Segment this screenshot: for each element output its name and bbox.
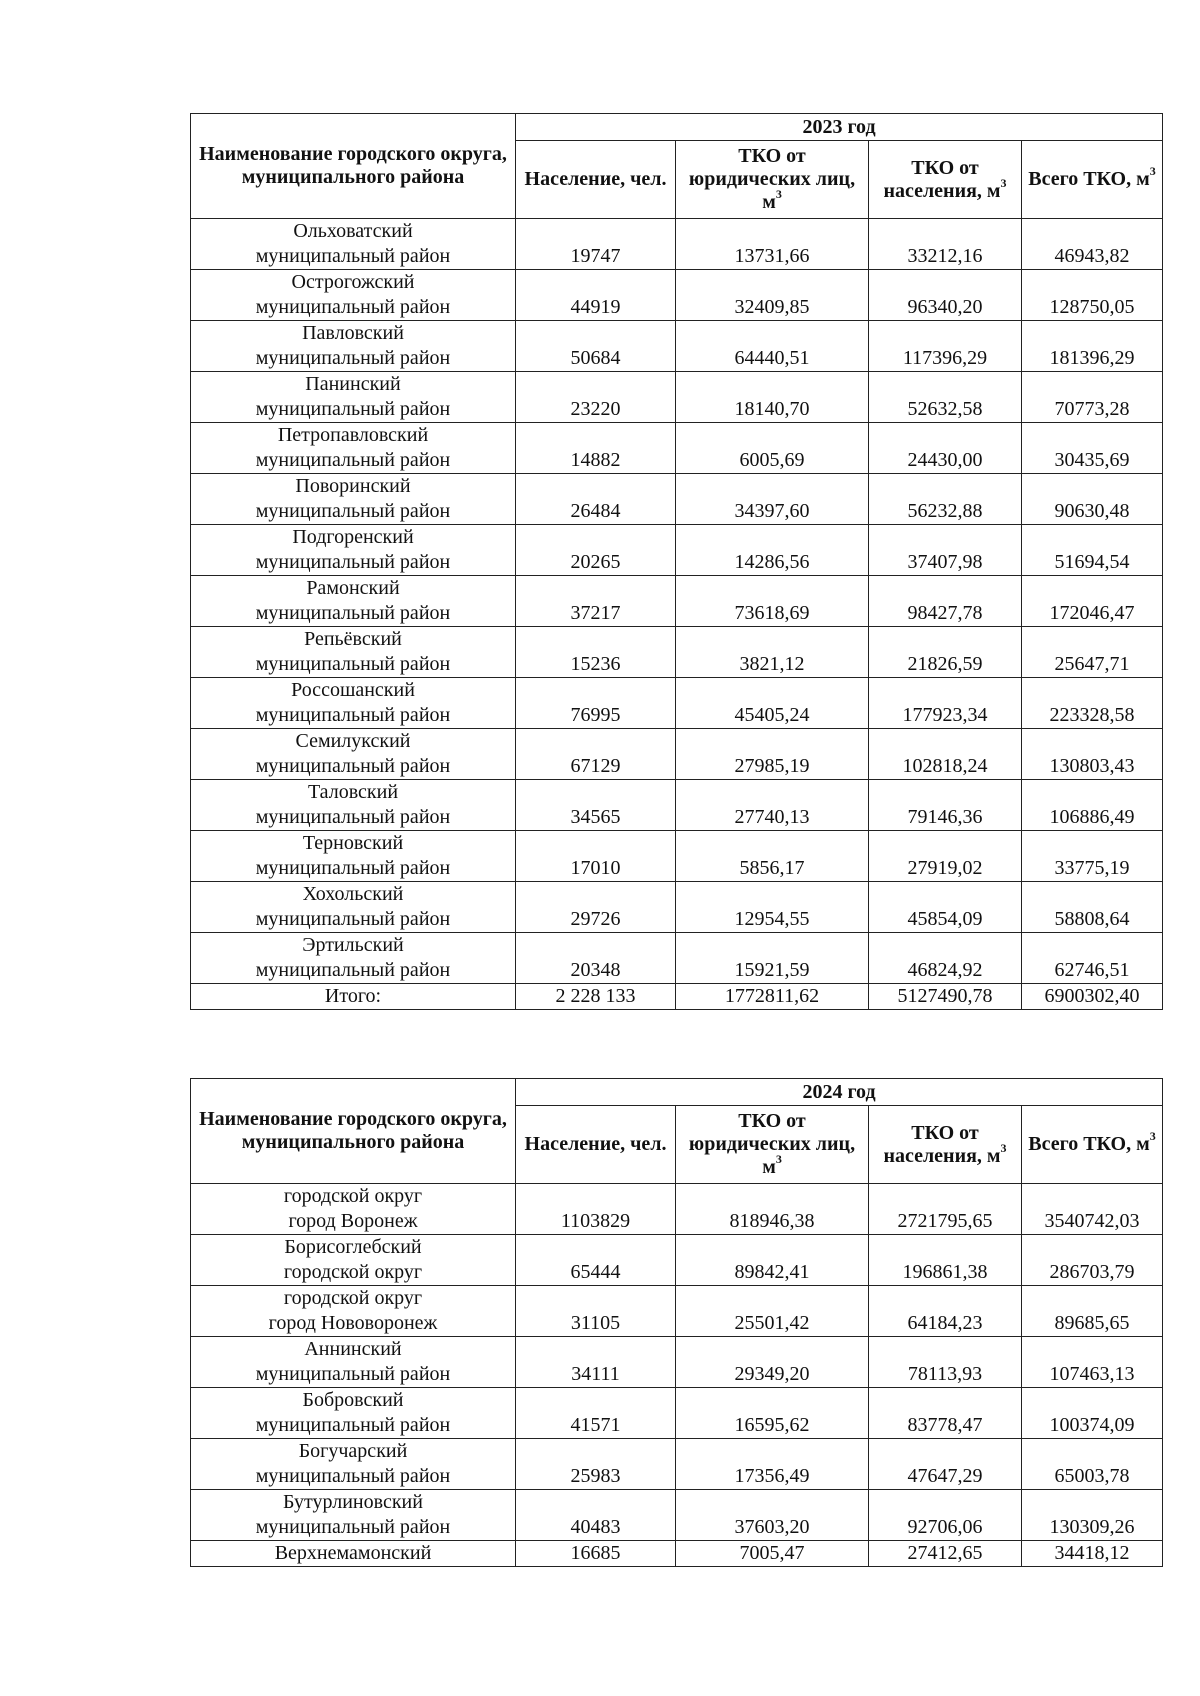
total-tko-total: 6900302,40 xyxy=(1022,984,1163,1010)
row-tko-legal: 37603,20 xyxy=(676,1490,869,1541)
row-tko-legal: 73618,69 xyxy=(676,576,869,627)
row-tko-legal: 5856,17 xyxy=(676,831,869,882)
header-name: Наименование городского округа, муниципального района xyxy=(191,1079,516,1184)
header-tko-population: ТКО от населения, $м^3$ xyxy=(869,1106,1022,1184)
header-population: Население, чел. xyxy=(516,1106,676,1184)
row-tko-legal: 34397,60 xyxy=(676,474,869,525)
total-tko-population: 5127490,78 xyxy=(869,984,1022,1010)
row-tko-legal: 64440,51 xyxy=(676,321,869,372)
row-name-line1: Репьёвский xyxy=(304,628,402,650)
row-tko-total: 70773,28 xyxy=(1022,372,1163,423)
row-tko-population: 27412,65 xyxy=(869,1541,1022,1567)
row-population: 23220 xyxy=(516,372,676,423)
row-tko-total: 30435,69 xyxy=(1022,423,1163,474)
table-row xyxy=(191,1388,1163,1439)
row-tko-total: 181396,29 xyxy=(1022,321,1163,372)
table-row xyxy=(191,831,1163,882)
row-tko-legal: 13731,66 xyxy=(676,219,869,270)
row-name-line1: Семилукский xyxy=(295,730,411,752)
row-name-line2: муниципальный район xyxy=(255,602,451,624)
row-name-line1: городской округ xyxy=(283,1287,423,1309)
row-tko-legal: 14286,56 xyxy=(676,525,869,576)
row-name xyxy=(191,525,516,576)
row-tko-legal: 27985,19 xyxy=(676,729,869,780)
row-name-line1: Терновский xyxy=(302,832,404,854)
row-tko-total: 90630,48 xyxy=(1022,474,1163,525)
header-tko-population: ТКО от населения, $м^3$ xyxy=(869,141,1022,219)
row-name-line1: Бобровский xyxy=(302,1389,404,1411)
row-name xyxy=(191,678,516,729)
table-row xyxy=(191,1286,1163,1337)
row-population: 37217 xyxy=(516,576,676,627)
row-name-line1: Таловский xyxy=(307,781,399,803)
table-row xyxy=(191,321,1163,372)
header-tko-legal: ТКО от юридических лиц, $м^3$ xyxy=(676,141,869,219)
row-name xyxy=(191,474,516,525)
row-name-line2: муниципальный район xyxy=(255,245,451,267)
row-name-line1: Ольховатский xyxy=(293,220,413,242)
row-tko-population: 47647,29 xyxy=(869,1439,1022,1490)
row-tko-total: 34418,12 xyxy=(1022,1541,1163,1567)
table-row xyxy=(191,1184,1163,1235)
row-tko-population: 98427,78 xyxy=(869,576,1022,627)
header-tko-total: Всего ТКО, $м^3$ xyxy=(1022,1106,1163,1184)
table-row xyxy=(191,270,1163,321)
row-tko-legal: 16595,62 xyxy=(676,1388,869,1439)
row-name-line2: муниципальный район xyxy=(255,806,451,828)
header-year: 2023 год xyxy=(516,114,1163,141)
row-name-line1: Аннинский xyxy=(304,1338,402,1360)
row-name-line2: муниципальный район xyxy=(255,1414,451,1436)
row-name xyxy=(191,576,516,627)
row-name xyxy=(191,219,516,270)
row-population: 44919 xyxy=(516,270,676,321)
row-population: 1103829 xyxy=(516,1184,676,1235)
row-tko-total: 46943,82 xyxy=(1022,219,1163,270)
row-name-line1: Петропавловский xyxy=(277,424,429,446)
row-population: 20265 xyxy=(516,525,676,576)
header-name: Наименование городского округа, муниципального района xyxy=(191,114,516,219)
row-name-line2: муниципальный район xyxy=(255,398,451,420)
table-2023-body xyxy=(191,219,1163,984)
row-name xyxy=(191,729,516,780)
header-tko-total: Всего ТКО, $м^3$ xyxy=(1022,141,1163,219)
row-population: 50684 xyxy=(516,321,676,372)
row-name-line2: город Нововоронеж xyxy=(268,1312,438,1334)
table-row xyxy=(191,627,1163,678)
total-row xyxy=(191,984,1163,1010)
row-tko-legal: 89842,41 xyxy=(676,1235,869,1286)
row-population: 14882 xyxy=(516,423,676,474)
row-name-line2: муниципальный район xyxy=(255,1516,451,1538)
row-tko-total: 130803,43 xyxy=(1022,729,1163,780)
row-name xyxy=(191,831,516,882)
row-name-line2: город Воронеж xyxy=(288,1210,418,1232)
row-name-line1: Рамонский xyxy=(306,577,400,599)
row-name xyxy=(191,1235,516,1286)
total-label: Итого: xyxy=(191,984,516,1010)
row-name xyxy=(191,1439,516,1490)
row-name xyxy=(191,1490,516,1541)
row-tko-population: 27919,02 xyxy=(869,831,1022,882)
row-population: 67129 xyxy=(516,729,676,780)
row-name-line2: муниципальный район xyxy=(255,551,451,573)
row-name-line1: Панинский xyxy=(305,373,401,395)
row-tko-total: 130309,26 xyxy=(1022,1490,1163,1541)
row-name-line2: муниципальный район xyxy=(255,704,451,726)
row-tko-legal: 6005,69 xyxy=(676,423,869,474)
row-name-line1: Эртильский xyxy=(302,934,404,956)
row-name-line2: муниципальный район xyxy=(255,653,451,675)
table-row xyxy=(191,372,1163,423)
row-tko-population: 64184,23 xyxy=(869,1286,1022,1337)
row-name-line2: городской округ xyxy=(283,1261,423,1283)
row-name-line1: городской округ xyxy=(283,1185,423,1207)
row-tko-legal: 12954,55 xyxy=(676,882,869,933)
row-population: 19747 xyxy=(516,219,676,270)
row-tko-total: 107463,13 xyxy=(1022,1337,1163,1388)
row-tko-total: 58808,64 xyxy=(1022,882,1163,933)
row-population: 76995 xyxy=(516,678,676,729)
table-row xyxy=(191,678,1163,729)
row-name-line1: Павловский xyxy=(302,322,404,344)
row-name xyxy=(191,372,516,423)
row-name-line2: муниципальный район xyxy=(255,857,451,879)
header-tko-legal: ТКО от юридических лиц, $м^3$ xyxy=(676,1106,869,1184)
row-population: 34565 xyxy=(516,780,676,831)
row-name-line1: Борисоглебский xyxy=(284,1236,422,1258)
row-name xyxy=(191,882,516,933)
row-tko-population: 102818,24 xyxy=(869,729,1022,780)
table-row xyxy=(191,729,1163,780)
row-tko-population: 46824,92 xyxy=(869,933,1022,984)
row-population: 25983 xyxy=(516,1439,676,1490)
row-name-line2: муниципальный район xyxy=(255,755,451,777)
row-tko-total: 65003,78 xyxy=(1022,1439,1163,1490)
row-population: 26484 xyxy=(516,474,676,525)
row-tko-total: 128750,05 xyxy=(1022,270,1163,321)
row-tko-population: 37407,98 xyxy=(869,525,1022,576)
row-population: 17010 xyxy=(516,831,676,882)
row-name-line2: муниципальный район xyxy=(255,908,451,930)
row-tko-population: 117396,29 xyxy=(869,321,1022,372)
table-2024-body xyxy=(191,1184,1163,1541)
table-2024 xyxy=(190,1078,1163,1567)
row-tko-legal: 27740,13 xyxy=(676,780,869,831)
row-name-line2: муниципальный район xyxy=(255,449,451,471)
table-row xyxy=(191,1235,1163,1286)
header-year: 2024 год xyxy=(516,1079,1163,1106)
row-tko-total: 100374,09 xyxy=(1022,1388,1163,1439)
table-row xyxy=(191,219,1163,270)
row-tko-legal: 18140,70 xyxy=(676,372,869,423)
row-population: 29726 xyxy=(516,882,676,933)
total-population: 2 228 133 xyxy=(516,984,676,1010)
row-name-line2: муниципальный район xyxy=(255,1363,451,1385)
table-row xyxy=(191,1541,1163,1567)
row-tko-legal: 32409,85 xyxy=(676,270,869,321)
row-tko-population: 196861,38 xyxy=(869,1235,1022,1286)
row-name xyxy=(191,1337,516,1388)
row-tko-total: 51694,54 xyxy=(1022,525,1163,576)
table-row xyxy=(191,1490,1163,1541)
row-tko-total: 286703,79 xyxy=(1022,1235,1163,1286)
row-name xyxy=(191,1184,516,1235)
row-name-line2: муниципальный район xyxy=(255,296,451,318)
row-tko-population: 33212,16 xyxy=(869,219,1022,270)
row-tko-total: 3540742,03 xyxy=(1022,1184,1163,1235)
row-name xyxy=(191,321,516,372)
row-population: 41571 xyxy=(516,1388,676,1439)
row-name-line1: Поворинский xyxy=(295,475,411,497)
table-row xyxy=(191,882,1163,933)
total-tko-legal: 1772811,62 xyxy=(676,984,869,1010)
row-name-line2: муниципальный район xyxy=(255,347,451,369)
row-name-line2: муниципальный район xyxy=(255,500,451,522)
row-tko-legal: 818946,38 xyxy=(676,1184,869,1235)
row-name-line1: Богучарский xyxy=(298,1440,408,1462)
row-tko-population: 21826,59 xyxy=(869,627,1022,678)
row-tko-total: 89685,65 xyxy=(1022,1286,1163,1337)
row-name xyxy=(191,627,516,678)
row-population: 16685 xyxy=(516,1541,676,1567)
row-tko-total: 25647,71 xyxy=(1022,627,1163,678)
row-tko-population: 56232,88 xyxy=(869,474,1022,525)
row-name xyxy=(191,423,516,474)
row-name xyxy=(191,933,516,984)
row-tko-legal: 25501,42 xyxy=(676,1286,869,1337)
row-name-line1: Бутурлиновский xyxy=(283,1491,423,1513)
row-name-line1: Хохольский xyxy=(302,883,404,905)
row-population: 31105 xyxy=(516,1286,676,1337)
table-row xyxy=(191,780,1163,831)
table-row xyxy=(191,576,1163,627)
table-row xyxy=(191,474,1163,525)
row-name xyxy=(191,1286,516,1337)
row-name xyxy=(191,1388,516,1439)
row-name-line1: Острогожский xyxy=(291,271,415,293)
row-name xyxy=(191,780,516,831)
row-tko-legal: 3821,12 xyxy=(676,627,869,678)
row-population: 20348 xyxy=(516,933,676,984)
table-2023 xyxy=(190,113,1163,1010)
table-row xyxy=(191,423,1163,474)
row-tko-total: 62746,51 xyxy=(1022,933,1163,984)
row-tko-population: 92706,06 xyxy=(869,1490,1022,1541)
row-tko-population: 83778,47 xyxy=(869,1388,1022,1439)
row-tko-legal: 17356,49 xyxy=(676,1439,869,1490)
row-name-line1: Россошанский xyxy=(291,679,415,701)
header-population: Население, чел. xyxy=(516,141,676,219)
row-tko-total: 223328,58 xyxy=(1022,678,1163,729)
row-tko-legal: 7005,47 xyxy=(676,1541,869,1567)
row-tko-total: 106886,49 xyxy=(1022,780,1163,831)
row-tko-population: 45854,09 xyxy=(869,882,1022,933)
table-row xyxy=(191,1337,1163,1388)
row-name-line2: муниципальный район xyxy=(255,959,451,981)
row-tko-population: 78113,93 xyxy=(869,1337,1022,1388)
table-row xyxy=(191,933,1163,984)
row-tko-population: 96340,20 xyxy=(869,270,1022,321)
row-tko-legal: 45405,24 xyxy=(676,678,869,729)
row-tko-legal: 15921,59 xyxy=(676,933,869,984)
table-row xyxy=(191,525,1163,576)
row-name xyxy=(191,270,516,321)
row-tko-population: 79146,36 xyxy=(869,780,1022,831)
row-tko-population: 52632,58 xyxy=(869,372,1022,423)
row-tko-population: 2721795,65 xyxy=(869,1184,1022,1235)
row-tko-population: 177923,34 xyxy=(869,678,1022,729)
row-name-line1: Подгоренский xyxy=(292,526,414,548)
row-population: 34111 xyxy=(516,1337,676,1388)
row-population: 40483 xyxy=(516,1490,676,1541)
row-tko-population: 24430,00 xyxy=(869,423,1022,474)
row-name-line2: муниципальный район xyxy=(255,1465,451,1487)
row-tko-total: 172046,47 xyxy=(1022,576,1163,627)
row-tko-total: 33775,19 xyxy=(1022,831,1163,882)
row-population: 15236 xyxy=(516,627,676,678)
row-population: 65444 xyxy=(516,1235,676,1286)
row-name: Верхнемамонский xyxy=(191,1541,516,1567)
table-row xyxy=(191,1439,1163,1490)
row-tko-legal: 29349,20 xyxy=(676,1337,869,1388)
